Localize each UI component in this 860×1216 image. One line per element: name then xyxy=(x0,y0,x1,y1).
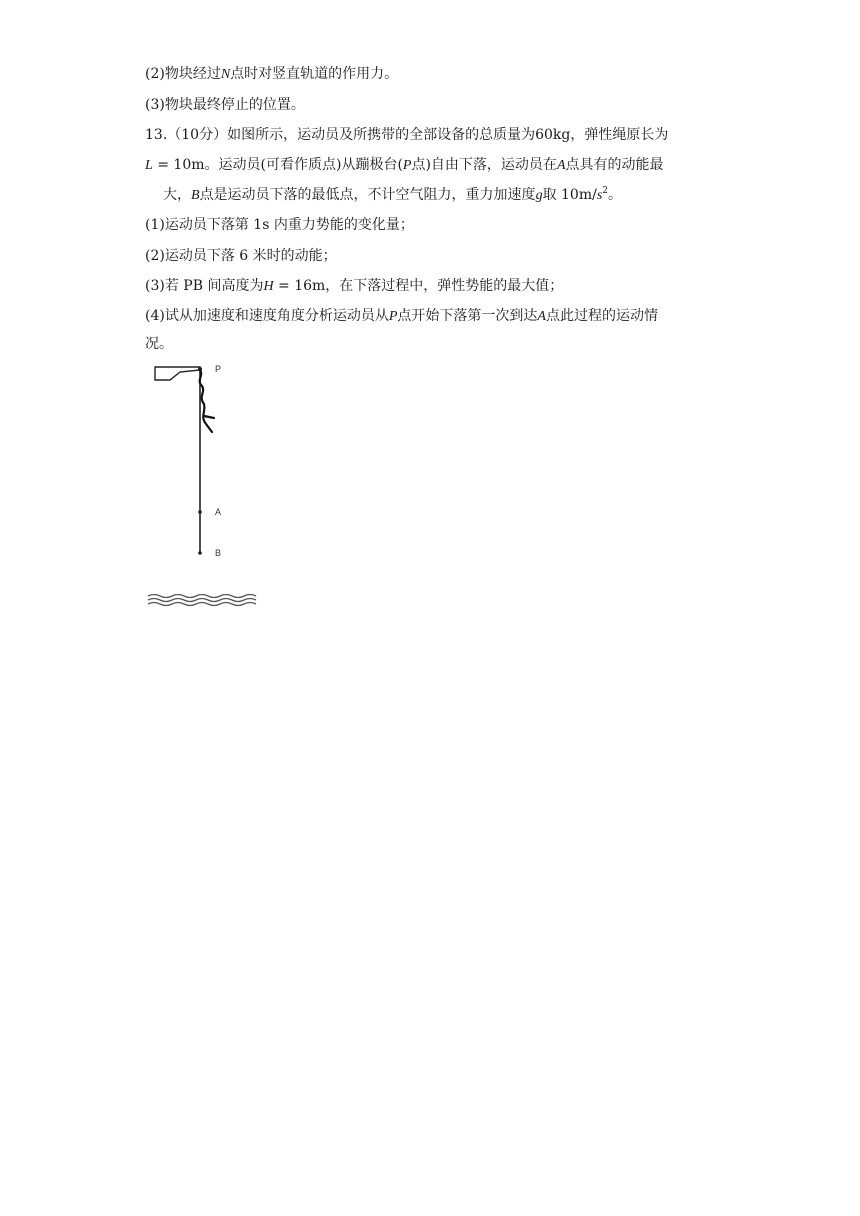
text-run: 点是运动员下落的最低点，不计空气阻力，重力加速度 xyxy=(199,187,536,203)
q13-sub1: (1)运动员下落第 1s 内重力势能的变化量； xyxy=(145,217,414,233)
var-n: N xyxy=(220,67,231,82)
text-run: 取 10m/ xyxy=(542,187,597,203)
text-run: 。 xyxy=(608,187,623,203)
var-a: A xyxy=(556,158,566,173)
text-run: 点开始下落第一次到达 xyxy=(397,308,538,324)
point-a-marker xyxy=(198,510,202,514)
q12-sub3: (3)物块最终停止的位置。 xyxy=(145,97,305,113)
label-p: P xyxy=(215,364,222,374)
text-run: 点时对竖直轨道的作用力。 xyxy=(230,66,399,82)
label-b: B xyxy=(215,548,222,558)
q12-sub2 xyxy=(145,64,398,85)
var-b: B xyxy=(191,188,200,203)
var-p: P xyxy=(388,309,398,324)
q13-sub3 xyxy=(145,276,563,297)
q13-sub4-line2: 况。 xyxy=(145,336,173,352)
text-run: (2)物块经过 xyxy=(145,66,221,82)
var-l: L xyxy=(145,158,153,173)
var-a: A xyxy=(537,309,546,324)
jump-platform xyxy=(155,367,200,380)
water-waves xyxy=(148,595,256,606)
text-run: 大， xyxy=(163,187,191,203)
q13-stem-line1: 13.（10分）如图所示，运动员及所携带的全部设备的总质量为60kg，弹性绳原长为 xyxy=(145,127,669,143)
q13-stem-line3 xyxy=(163,185,622,206)
var-h: H xyxy=(263,279,274,294)
var-p: P xyxy=(402,158,412,173)
bungee-figure xyxy=(140,358,270,616)
q13-sub4-line1 xyxy=(145,306,658,327)
text-run: (3)若 PB 间高度为 xyxy=(145,278,264,294)
text-run: (4)试从加速度和速度角度分析运动员从 xyxy=(145,308,389,324)
var-g: g xyxy=(535,188,543,203)
text-run: = 16m，在下落过程中，弹性势能的最大值； xyxy=(273,278,564,294)
var-s: s xyxy=(596,188,603,203)
text-run: 点此过程的运动情 xyxy=(545,308,658,324)
text-run: 点具有的动能最 xyxy=(565,157,664,173)
label-a: A xyxy=(215,507,222,517)
jumper-icon xyxy=(200,370,214,432)
point-b-marker xyxy=(198,551,202,555)
text-run: 点)自由下落，运动员在 xyxy=(411,157,557,173)
q13-sub2: (2)运动员下落 6 米时的动能； xyxy=(145,248,337,264)
q13-stem-line2 xyxy=(145,155,664,176)
superscript: 2 xyxy=(602,186,609,196)
text-run: = 10m。运动员(可看作质点)从蹦极台( xyxy=(152,157,403,173)
